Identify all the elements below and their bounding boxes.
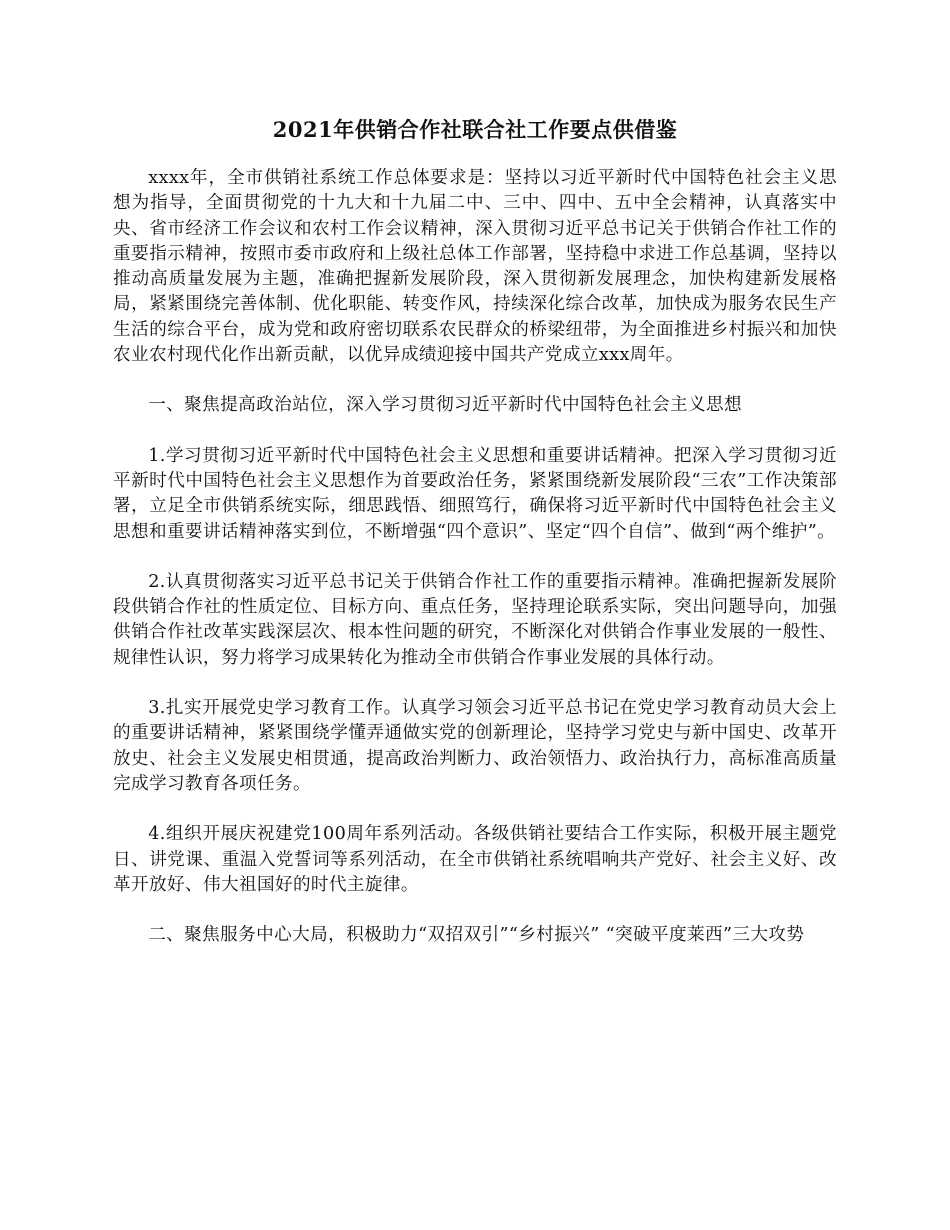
item-paragraph-1: 1.学习贯彻习近平新时代中国特色社会主义思想和重要讲话精神。把深入学习贯彻习近平新时代中国特色社会主义思想作为首要政治任务，紧紧围绕新发展阶段“三农”工作决策部署，立足全市供销系统实际，细思践悟、细照笃行，确保将习近平新时代中国特色社会主义思想和重要讲话精神落实到位，不断增强“四个意识”、坚定“四个自信”、做到“两个维护”。 [113, 445, 837, 542]
document-body [113, 166, 837, 973]
item-paragraph-3: 3.扎实开展党史学习教育工作。认真学习领会习近平总书记在党史学习教育动员大会上的重要讲话精神，紧紧围绕学懂弄通做实党的创新理论，坚持学习党史与新中国史、改革开放史、社会主义发展史相贯通，提高政治判断力、政治领悟力、政治执行力，高标准高质量完成学习教育各项任务。 [113, 698, 837, 794]
item-paragraph-2: 2.认真贯彻落实习近平总书记关于供销合作社工作的重要指示精神。准确把握新发展阶段供销合作社的性质定位、目标方向、重点任务，坚持理论联系实际，突出问题导向，加强供销合作社改革实践深层次、根本性问题的研究，不断深化对供销合作事业发展的一般性、规律性认识，努力将学习成果转化为推动全市供销合作事业发展的具体行动。 [113, 571, 837, 668]
document-title: 2021年供销合作社联合社工作要点供借鉴 [272, 117, 678, 142]
intro-paragraph: xxxx年，全市供销社系统工作总体要求是：坚持以习近平新时代中国特色社会主义思想为指导，全面贯彻党的十九大和十九届二中、三中、四中、五中全会精神，认真落实中央、省市经济工作会议和农村工作会议精神，深入贯彻习近平总书记关于供销合作社工作的重要指示精神，按照市委市政府和上级社总体工作部署，坚持稳中求进工作总基调，坚持以推动高质量发展为主题，准确把握新发展阶段，深入贯彻新发展理念，加快构建新发展格局，紧紧围绕完善体制、优化职能、转变作风，持续深化综合改革，加快成为服务农民生产生活的综合平台，成为党和政府密切联系农民群众的桥梁纽带，为全面推进乡村振兴和加快农业农村现代化作出新贡献，以优异成绩迎接中国共产党成立xxx周年。 [113, 168, 837, 366]
section-heading-2: 二、聚焦服务中心大局，积极助力“双招双引”“乡村振兴” “突破平度莱西”三大攻势 [148, 925, 805, 946]
section-heading-1: 一、聚焦提高政治站位，深入学习贯彻习近平新时代中国特色社会主义思想 [148, 395, 742, 416]
item-paragraph-4: 4.组织开展庆祝建党100周年系列活动。各级供销社要结合工作实际，积极开展主题党日、讲党课、重温入党誓词等系列活动，在全市供销社系统唱响共产党好、社会主义好、改革开放好、伟大祖国好的时代主旋律。 [113, 824, 837, 895]
